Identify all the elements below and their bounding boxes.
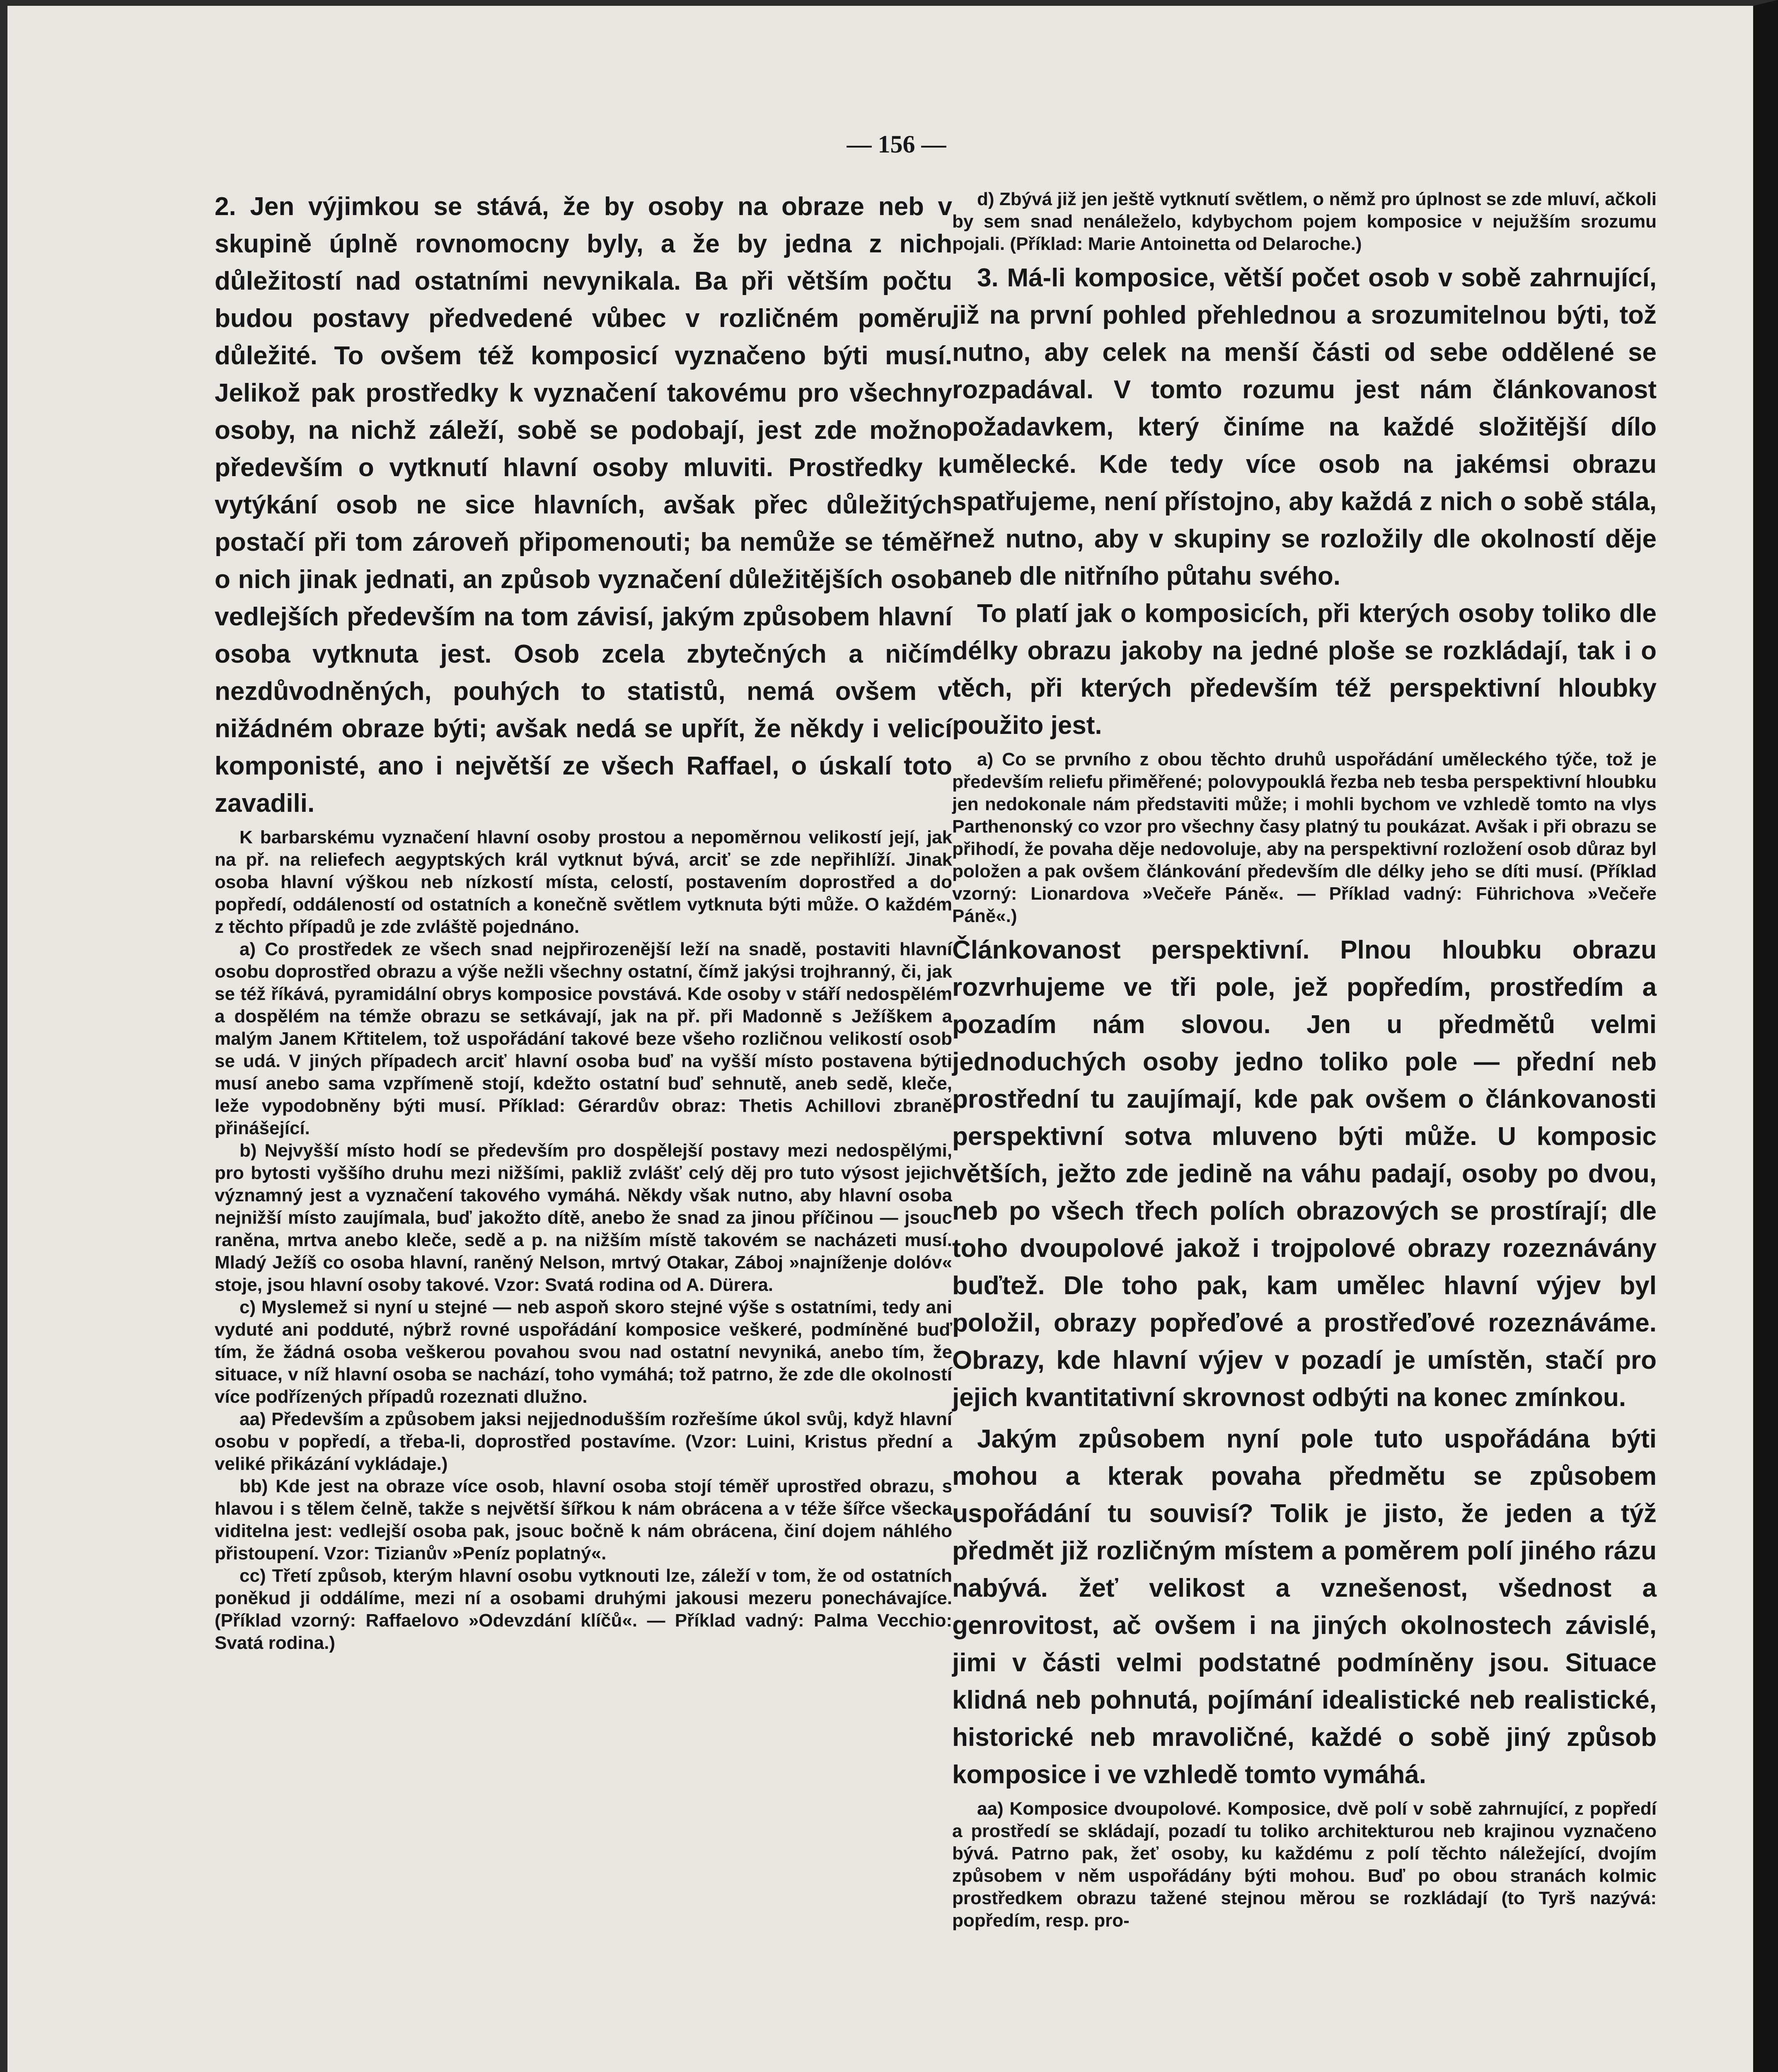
right-paragraph-3: To platí jak o komposicích, při kterých osoby toliko dle délky obrazu jakoby na jedné ploše se rozkládají, tak i o těch, při kterých především též perspektivní hloubky použito jest. (952, 599, 1657, 740)
right-paragraph-7: aa) Komposice dvoupolové. Komposice, dvě polí v sobě zahrnující, z popředí a prostředí se skládají, pozadí tu toliko architekturou neb krajinou vyznačeno bývá. Patrno pak, žeť osoby, ku každému z polí těchto náležející, dvojím způsobem v něm uspořádány býti mohou. Buď po obou stranách kolmic prostředkem obrazu tažené stejnou měrou se rozkládají (to Tyrš nazývá: popředím, resp. pro- (952, 1798, 1657, 1931)
left-paragraph-7: bb) Kde jest na obraze více osob, hlavní osoba stojí téměř uprostřed obrazu, s hlavou i s tělem čelně, takže s největší šířkou k nám obrácena a v téže šířce všecka viditelna jest: vedlejší osoba pak, jsouc bočně k nám obrácena, činí dojem náhlého přistoupení. Vzor: Tizianův »Peníz poplatný«. (215, 1476, 952, 1564)
page-number: — 156 — (847, 131, 946, 158)
right-column (952, 188, 1657, 1932)
left-paragraph-4: b) Nejvyšší místo hodí se především pro dospělejší postavy mezi nedospělými, pro bytosti vyššího druhu mezi nižšími, pakliž zvlášť celý děj pro tuto výsost jejich významný jest a vyznačení takového vymáhá. Někdy však nutno, aby hlavní osoba nejnižší místo zaujímala, buď jakožto dítě, anebo že snad za jinou příčinou — jsouc raněna, mrtva anebo kleče, sedě a p. na nižším místě takovém se nacházeti musí. Mladý Ježíš co osoba hlavní, raněný Nelson, mrtvý Otakar, Záboj »najníženje dolóv« stoje, jsou hlavní osoby takové. Vzor: Svatá rodina od A. Dürera. (215, 1140, 952, 1295)
right-paragraph-2: 3. Má-li komposice, větší počet osob v sobě zahrnující, již na první pohled přehlednou a srozumitelnou býti, tož nutno, aby celek na menší části od sebe oddělené se rozpadával. V tomto rozumu jest nám článkovanost požadavkem, který činíme na každé složitější dílo umělecké. Kde tedy více osob na jakémsi obrazu spatřujeme, není přístojno, aby každá z nich o sobě stála, než nutno, aby v skupiny se rozložily dle okolností děje aneb dle nitřního půtahu svého. (952, 264, 1657, 591)
right-paragraph-4: a) Co se prvního z obou těchto druhů uspořádání uměleckého týče, tož je především reliefu přiměřené; polovypouklá řezba neb tesba perspektivní hloubku jen nedokonale nám představiti může; i mohli bychom ve vzhledě tomto na vlys Parthenonský co vzor pro všechny časy platný tu poukázat. Avšak i při obrazu se přihodí, že povaha děje nedovoluje, aby na perspektivní rozložení osob důraz byl položen a pak ovšem článkování především dle délky jeho se díti musí. (Příklad vzorný: Lionardova »Večeře Páně«. — Příklad vadný: Führichova »Večeře Páně«.) (952, 749, 1657, 926)
right-paragraph-5: Článkovanost perspektivní. Plnou hloubku obrazu rozvrhujeme ve tři pole, jež popředím, prostředím a pozadím nám slovou. Jen u předmětů velmi jednoduchých osoby jedno toliko pole — přední neb prostřední tu zaujímají, kde pak ovšem o článkovanosti perspektivní sotva mluveno býti může. U komposic větších, ježto zde jedině na váhu padají, osoby po dvou, neb po všech třech polích obrazových se prostírají; dle toho dvoupolové jakož i trojpolové obrazy rozeznávány buďtež. Dle toho pak, kam umělec hlavní výjev byl položil, obrazy popřeďové a prostřeďové rozeznáváme. Obrazy, kde hlavní výjev v pozadí je umístěn, stačí pro jejich kvantitativní skrovnost odbýti na konec zmínkou. (952, 936, 1657, 1412)
right-paragraph-1: d) Zbývá již jen ještě vytknutí světlem, o němž pro úplnost se zde mluví, ačkoli by sem snad nenáleželo, kdybychom pojem komposice v nejužším srozumu pojali. (Příklad: Marie Antoinetta od Delaroche.) (952, 189, 1657, 254)
left-paragraph-5: c) Myslemež si nyní u stejné — neb aspoň skoro stejné výše s ostatními, tedy ani vyduté ani podduté, nýbrž rovné uspořádání komposice veškeré, podmíněné buď tím, že žádná osoba veškerou povahou svou nad ostatní nevyniká, anebo tím, že situace, v níž hlavní osoba se nachází, toho vymáhá; tož patrno, že zde dle okolností více podřízených případů rozeznati dlužno. (215, 1297, 952, 1407)
left-paragraph-8: cc) Třetí způsob, kterým hlavní osobu vytknouti lze, záleží v tom, že od ostatních poněkud ji oddálíme, mezi ní a osobami druhými jakousi mezeru ponechávajíce. (Příklad vzorný: Raffaelovo »Odevzdání klíčů«. — Příklad vadný: Palma Vecchio: Svatá rodina.) (215, 1566, 952, 1653)
left-paragraph-6: aa) Především a způsobem jaksi nejjednodušším rozřešíme úkol svůj, když hlavní osobu v popředí, a třeba-li, doprostřed postavíme. (Vzor: Luini, Kristus přední a veliké přikázání vykládaje.) (215, 1409, 952, 1474)
left-paragraph-3: a) Co prostředek ze všech snad nejpřirozenější leží na snadě, postaviti hlavní osobu doprostřed obrazu a výše nežli všechny ostatní, čímž jakýsi trojhranný, či, jak se též říkává, pyramidální obrys komposice povstává. Kde osoby v stáří nedospělém a dospělém na témže obrazu se setkávají, jak na př. při Madonně s Ježíškem a malým Janem Křtitelem, tož uspořádání takové beze všeho rozličnou velikostí osob se udá. V jiných případech arciť hlavní osoba buď na vyšší místo postavena býti musí anebo sama vzpřímeně stojí, kdežto ostatní buď sehnutě, aneb sedě, kleče, leže vypodobněny býti musí. Příklad: Gérardův obraz: Thetis Achillovi zbraně přinášející. (215, 939, 952, 1138)
right-paragraph-6: Jakým způsobem nyní pole tuto uspořádána býti mohou a kterak povaha předmětu se způsobem uspořádání tu souvisí? Tolik je jisto, že jeden a týž předmět již rozličným místem a poměrem polí jiného rázu nabývá. žeť velikost a vznešenost, všednost a genrovitost, ač ovšem i na jiných okolnostech závislé, jimi v části velmi podstatné podmíněny jsou. Situace klidná neb pohnutá, pojímání idealistické neb realistické, historické neb mravoličné, každé o sobě jiný způsob komposice i ve vzhledě tomto vymáhá. (952, 1425, 1657, 1789)
left-paragraph-2: K barbarskému vyznačení hlavní osoby prostou a nepoměrnou velikostí její, jak na př. na reliefech aegyptských král vytknut bývá, arciť se zde nepřihlíží. Jinak osoba hlavní výškou neb nízkostí místa, celostí, postavením doprostřed a do popředí, oddáleností od ostatních a konečně světlem vytknuta býti může. O každém z těchto případů je zde zvláště pojednáno. (215, 827, 952, 937)
left-paragraph-1: 2. Jen výjimkou se stává, že by osoby na obraze neb v skupině úplně rovnomocny byly, a že by jedna z nich důležitostí nad ostatními nevynikala. Ba při větším počtu budou postavy předvedené vůbec v rozličném poměru důležité. To ovšem též komposicí vyznačeno býti musí. Jelikož pak prostředky k vyznačení takovému pro všechny osoby, na nichž záleží, sobě se podobají, jest zde možno především o vytknutí hlavní osoby mluviti. Prostředky k vytýkání osob ne sice hlavních, avšak přec důležitých postačí při tom zároveň připomenouti; ba nemůže se téměř o nich jinak jednati, an způsob vyznačení důležitějších osob vedlejších především na tom závisí, jakým způsobem hlavní osoba vytknuta jest. Osob zcela zbytečných a ničím nezdůvodněných, pouhých to statistů, nemá ovšem v nižádném obraze býti; avšak nedá se upřít, že někdy i velicí komponisté, ano i největší ze všech Raffael, o úskalí toto zavadili. (215, 192, 952, 818)
left-column (215, 188, 952, 1654)
